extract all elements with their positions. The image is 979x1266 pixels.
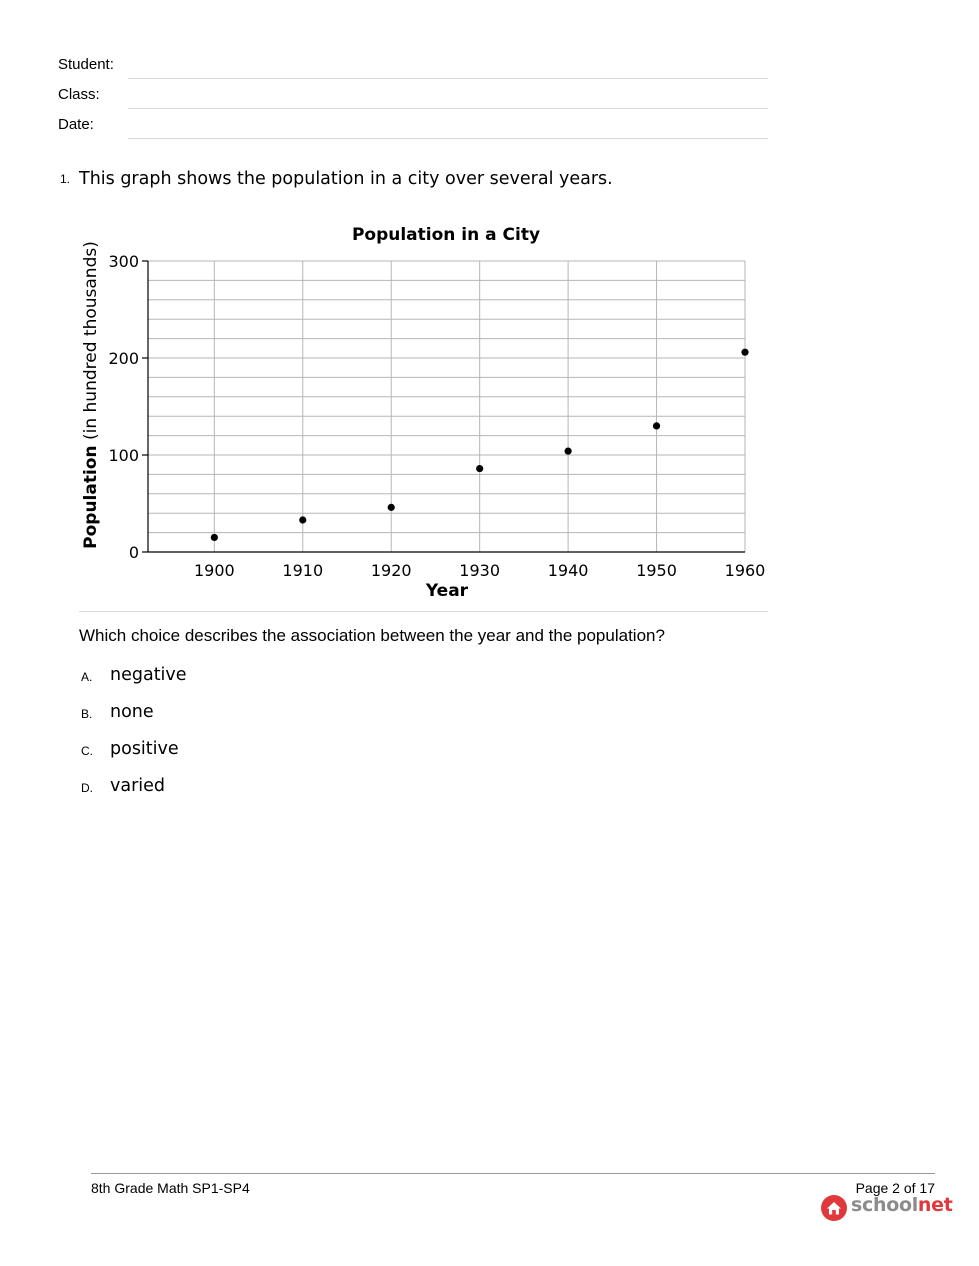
chart-axes — [142, 261, 745, 552]
logo-wordmark — [851, 1194, 953, 1216]
x-tick-label: 1910 — [282, 561, 324, 580]
house-icon — [820, 1194, 848, 1222]
question-intro: This graph shows the population in a city over several years. — [79, 169, 613, 189]
chart-title: Population in a City — [351, 225, 541, 245]
choice-text: positive — [110, 739, 179, 759]
date-label: Date: — [58, 116, 94, 133]
choice-letter: D. — [81, 781, 93, 795]
x-tick-label: 1920 — [370, 561, 412, 580]
chart-x-axis-label: Year — [425, 581, 469, 601]
student-label: Student: — [58, 56, 114, 73]
logo-word-school: school — [851, 1194, 918, 1216]
section-divider — [79, 611, 768, 612]
choice-text: none — [110, 702, 154, 722]
y-axis-label-rest: (in hundred thousands) — [81, 241, 101, 446]
data-point — [476, 465, 483, 472]
data-point — [388, 504, 395, 511]
question-number: 1. — [60, 172, 71, 186]
date-field-line — [128, 138, 768, 139]
y-tick-label: 300 — [108, 252, 139, 271]
data-point — [565, 448, 572, 455]
y-tick-label: 200 — [108, 349, 139, 368]
student-field-line — [128, 78, 768, 79]
chart-grid — [148, 261, 745, 552]
footer-divider — [91, 1173, 935, 1174]
choice-text: varied — [110, 776, 166, 796]
choice-text: negative — [110, 665, 187, 685]
data-point — [299, 516, 306, 523]
x-tick-label: 1940 — [547, 561, 589, 580]
question-stem: Which choice describes the association between the year and the population? — [79, 626, 665, 645]
data-point — [653, 422, 660, 429]
chart-y-axis-label — [81, 241, 101, 549]
y-axis-label-bold: Population — [81, 445, 101, 549]
class-field-line — [128, 108, 768, 109]
page-indicator: Page 2 of 17 — [855, 1180, 935, 1196]
choice-letter: A. — [81, 670, 93, 684]
x-tick-label: 1960 — [724, 561, 766, 580]
logo-word-net: net — [917, 1194, 953, 1216]
y-tick-label: 0 — [128, 543, 139, 562]
x-tick-label: 1900 — [193, 561, 235, 580]
class-label: Class: — [58, 86, 100, 103]
choice-letter: C. — [81, 744, 93, 758]
data-point — [741, 349, 748, 356]
x-tick-label: 1950 — [636, 561, 677, 580]
footer-title: 8th Grade Math SP1-SP4 — [91, 1180, 250, 1196]
data-point — [211, 534, 218, 541]
population-chart — [76, 212, 776, 604]
choice-letter: B. — [81, 707, 93, 721]
x-tick-label: 1930 — [459, 561, 501, 580]
y-tick-label: 100 — [108, 446, 139, 465]
